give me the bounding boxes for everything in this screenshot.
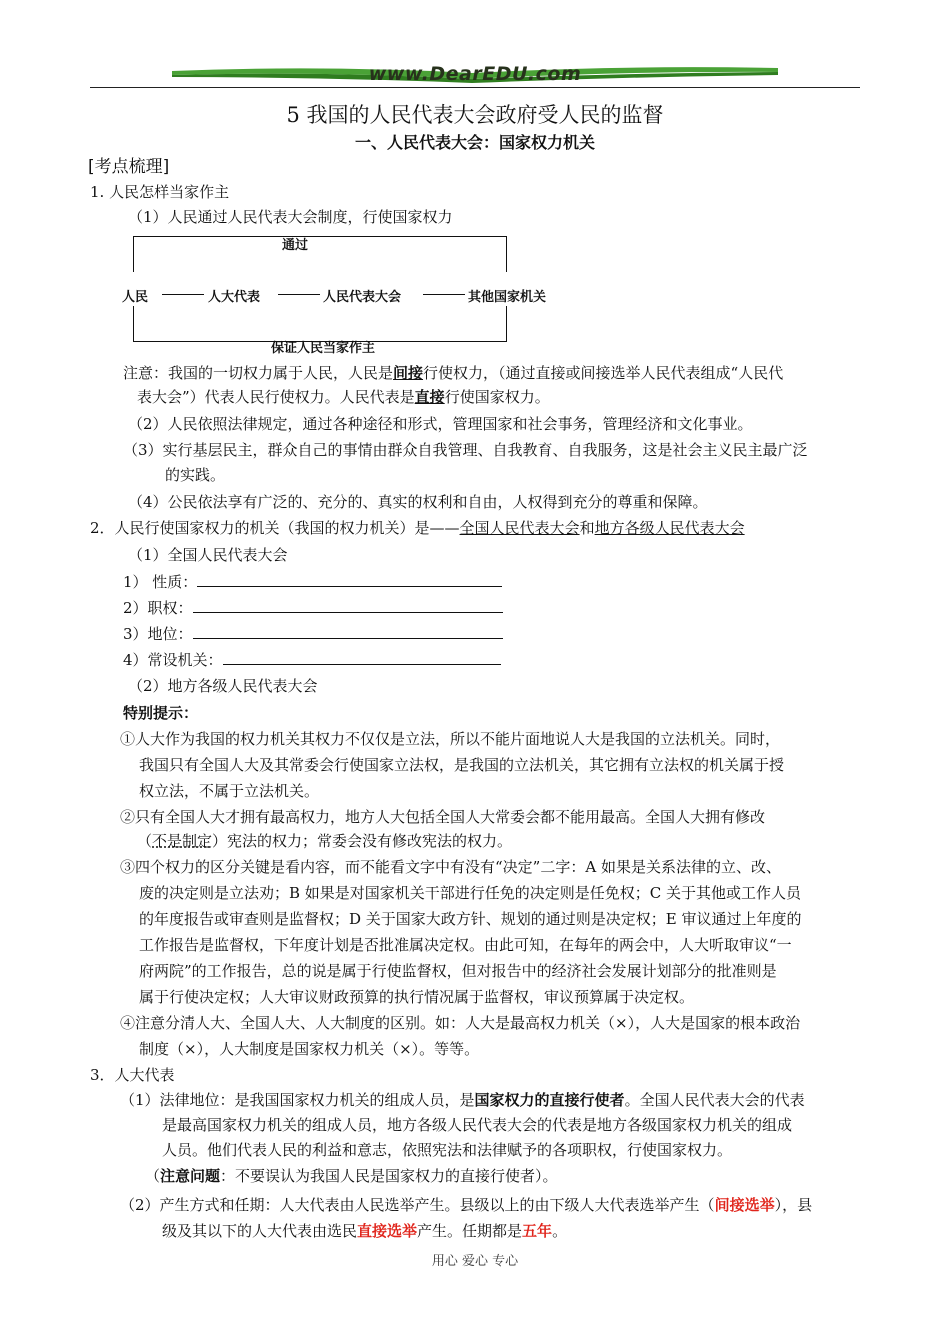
p3-line-6: 级及其以下的人大代表由选民直接选举产生。任期都是五年。 xyxy=(162,1222,568,1240)
emph-not-enact: 不是制定 xyxy=(152,832,213,850)
special-note-heading: 特别提示： xyxy=(123,704,199,722)
header-rule xyxy=(90,87,860,88)
site-logo[interactable] xyxy=(172,63,778,85)
tip-3-line-4: 工作报告是监督权，下年度计划是否批准属决定权。由此可知，在每年的两会中，人大听取审议“一 xyxy=(139,936,792,954)
tip-3-line-5: 府两院”的工作报告，总的说是属于行使监督权，但对报告中的经济社会发展计划部分的批准则是 xyxy=(139,962,777,980)
diagram-connector xyxy=(162,294,204,295)
note-emph-indirect: 间接 xyxy=(393,364,424,382)
tip-3-line-3: 的年度报告或审查则是监督权；D 关于国家大政方针、规划的通过则是决定权；E 审议通过上年度的 xyxy=(139,910,802,928)
diagram-node: 人大代表 xyxy=(208,290,261,305)
diagram-node: 人民代表大会 xyxy=(323,290,402,305)
page-footer: 用心 爱心 专心 xyxy=(431,1254,519,1269)
tip-1-line-2: 我国只有全国人大及其常委会行使国家立法权，是我国的立法机关，其它拥有立法权的机关属于授 xyxy=(139,756,785,774)
diagram-top-rule xyxy=(133,236,507,237)
p2-sub2: （2）地方各级人民代表大会 xyxy=(128,677,318,695)
p2-sub1: （1）全国人民代表大会 xyxy=(128,546,288,564)
diagram-node: 人民 xyxy=(122,290,149,305)
item-2: （2）人民依照法律规定，通过各种途径和形式，管理国家和社会事务，管理经济和文化事业。 xyxy=(128,415,753,433)
note-emph-direct: 直接 xyxy=(414,388,445,406)
tip-4-line-2: 制度（×），人大制度是国家权力机关（×）。等等。 xyxy=(139,1040,480,1058)
tip-1-line-3: 权立法，不属于立法机关。 xyxy=(139,782,320,800)
p3-line-3: 人员。他们代表人民的利益和意志，依照宪法和法律赋予的各项职权，行使国家权力。 xyxy=(162,1141,733,1159)
diagram-top-right-tick xyxy=(506,236,507,272)
blank-line xyxy=(193,624,503,639)
tip-2-line-1: ②只有全国人大才拥有最高权力，地方人大包括全国人大常委会都不能用最高。全国人大拥有修改 xyxy=(120,808,766,826)
blank-line xyxy=(197,572,502,587)
diagram-top-left-tick xyxy=(133,236,134,272)
tip-2-line-2: （不是制定）宪法的权力；常委会没有修改宪法的权力。 xyxy=(137,832,513,850)
note-line-1: 注意：我国的一切权力属于人民，人民是间接行使权力，（通过直接或间接选举人民代表组成“人民代 xyxy=(123,364,784,382)
page-subtitle: 一、人民代表大会：国家权力机关 xyxy=(354,133,595,152)
p3-line-5: （2）产生方式和任期：人大代表由人民选举产生。县级以上的由下级人大代表选举产生（间接选举），县 xyxy=(120,1196,813,1214)
p3-line-1: （1）法律地位：是我国国家权力机关的组成人员，是国家权力的直接行使者。全国人民代表大会的代表 xyxy=(120,1091,805,1109)
section-heading: [考点梳理] xyxy=(88,157,170,177)
p2-field-nature: 1） 性质： xyxy=(123,571,502,592)
diagram-connector xyxy=(278,294,320,295)
p2-field-status: 3）地位： xyxy=(123,623,503,644)
p3-heading: 3．人大代表 xyxy=(90,1066,175,1084)
diagram-bottom-left-tick xyxy=(133,306,134,342)
note-line-2: 表大会”）代表人民行使权力。人民代表是直接行使国家权力。 xyxy=(137,388,550,406)
p3-line-4: （注意问题：不要误认为我国人民是国家权力的直接行使者）。 xyxy=(145,1167,558,1185)
emph-indirect-election: 间接选举 xyxy=(714,1196,775,1214)
diagram-top-label: 通过 xyxy=(282,238,309,253)
p2-field-standing-body: 4）常设机关： xyxy=(123,649,501,670)
diagram-bottom-label: 保证人民当家作主 xyxy=(271,341,376,356)
diagram-connector xyxy=(423,294,465,295)
p2-heading: 2．人民行使国家权力的机关（我国的权力机关）是——全国人民代表大会和地方各级人民代表大会 xyxy=(90,519,745,537)
tip-3-line-6: 属于行使决定权；人大审议财政预算的执行情况属于监督权，审议预算属于决定权。 xyxy=(139,988,695,1006)
tip-1-line-1: ①人大作为我国的权力机关其权力不仅仅是立法，所以不能片面地说人大是我国的立法机关。同时， xyxy=(120,730,781,748)
p2-field-powers: 2）职权： xyxy=(123,597,503,618)
p1-item1: （1）人民通过人民代表大会制度，行使国家权力 xyxy=(128,208,453,226)
page-title: 5 我国的人民代表大会政府受人民的监督 xyxy=(286,103,664,127)
tip-4-line-1: ④注意分清人大、全国人大、人大制度的区别。如：人大是最高权力机关（×），人大是国家的根本政治 xyxy=(120,1014,801,1032)
blank-line xyxy=(193,598,503,613)
diagram-bottom-right-tick xyxy=(506,306,507,342)
diagram-node: 其他国家机关 xyxy=(468,290,547,305)
blank-line xyxy=(223,650,501,665)
tip-3-line-1: ③四个权力的区分关键是看内容，而不能看文字中有没有“决定”二字：A 如果是关系法律的立、改、 xyxy=(120,858,781,876)
emph-direct-election: 直接选举 xyxy=(357,1222,418,1240)
tip-3-line-2: 废的决定则是立法劝；B 如果是对国家机关干部进行任免的决定则是任免权；C 关于其他或工作人员 xyxy=(139,884,802,902)
p1-heading: 1. 人民怎样当家作主 xyxy=(90,183,230,201)
logo-text: www.DearEDU.com xyxy=(368,63,582,85)
p3-line-2: 是最高国家权力机关的组成人员，地方各级人民代表大会的代表是地方各级国家权力机关的组成 xyxy=(162,1116,793,1134)
emph-five-years: 五年 xyxy=(522,1222,553,1240)
item-3-line-1: （3）实行基层民主，群众自己的事情由群众自我管理、自我教育、自我服务，这是社会主义民主最广泛 xyxy=(123,441,808,459)
item-3-line-2: 的实践。 xyxy=(165,466,226,484)
item-4: （4）公民依法享有广泛的、充分的、真实的权利和自由，人权得到充分的尊重和保障。 xyxy=(128,493,708,511)
